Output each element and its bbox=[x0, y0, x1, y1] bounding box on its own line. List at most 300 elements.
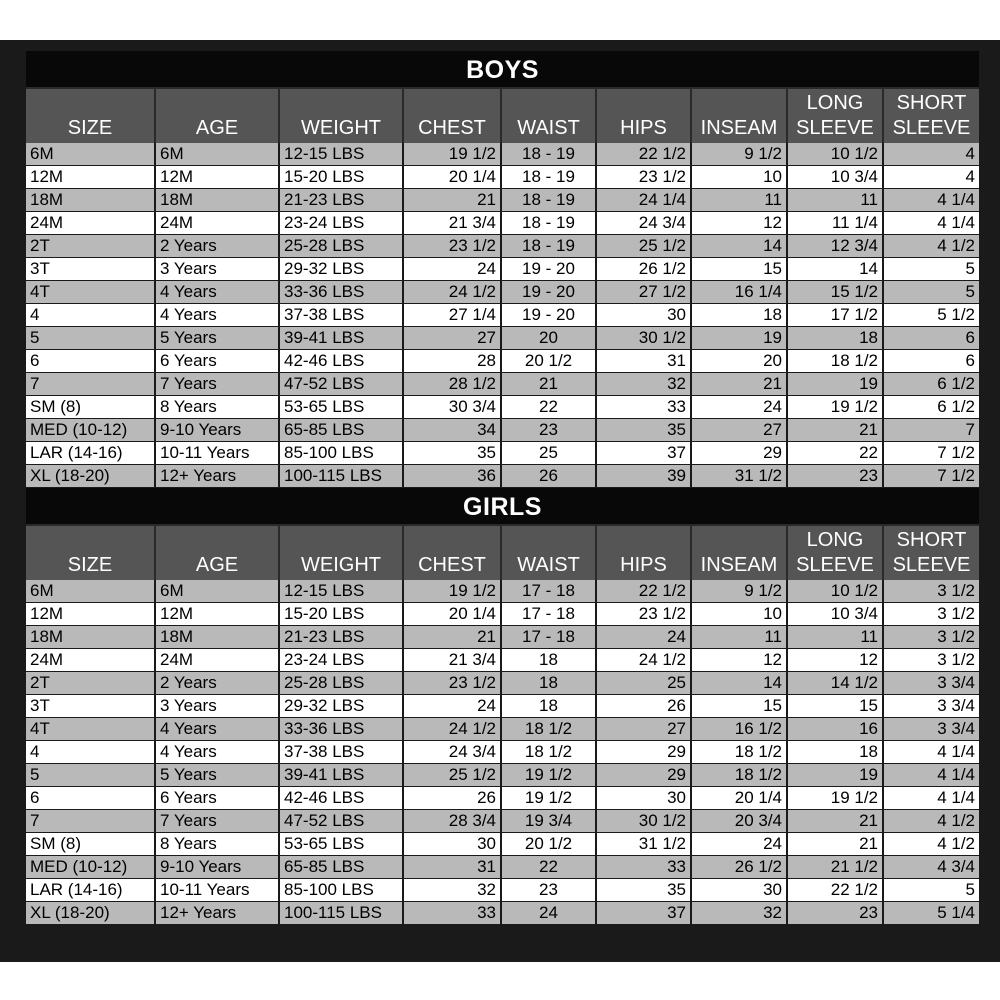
cell-inseam: 12 bbox=[691, 649, 787, 672]
cell-long-sleeve: 23 bbox=[787, 902, 883, 925]
cell-age: 6 Years bbox=[155, 350, 279, 373]
cell-weight: 25-28 LBS bbox=[279, 672, 403, 695]
cell-size: 5 bbox=[26, 764, 155, 787]
cell-long-sleeve: 21 bbox=[787, 810, 883, 833]
column-header-top-line bbox=[502, 91, 595, 116]
cell-inseam: 32 bbox=[691, 902, 787, 925]
cell-inseam: 30 bbox=[691, 879, 787, 902]
column-header-bottom-line: WEIGHT bbox=[301, 117, 381, 139]
cell-waist: 18 bbox=[501, 695, 596, 718]
cell-hips: 25 1/2 bbox=[596, 235, 691, 258]
cell-weight: 100-115 LBS bbox=[279, 465, 403, 488]
cell-size: 18M bbox=[26, 626, 155, 649]
cell-weight: 39-41 LBS bbox=[279, 764, 403, 787]
cell-chest: 32 bbox=[403, 879, 501, 902]
cell-size: XL (18-20) bbox=[26, 465, 155, 488]
table-row bbox=[26, 695, 979, 718]
cell-inseam: 15 bbox=[691, 258, 787, 281]
cell-chest: 31 bbox=[403, 856, 501, 879]
cell-inseam: 11 bbox=[691, 189, 787, 212]
column-header-top-line bbox=[597, 528, 690, 553]
cell-size: LAR (14-16) bbox=[26, 442, 155, 465]
cell-hips: 24 3/4 bbox=[596, 212, 691, 235]
cell-hips: 26 bbox=[596, 695, 691, 718]
column-header-bottom-line: SLEEVE bbox=[796, 554, 874, 576]
cell-weight: 33-36 LBS bbox=[279, 281, 403, 304]
cell-age: 5 Years bbox=[155, 327, 279, 350]
cell-hips: 30 1/2 bbox=[596, 810, 691, 833]
cell-weight: 85-100 LBS bbox=[279, 879, 403, 902]
cell-size: 6 bbox=[26, 787, 155, 810]
column-header-bottom-line: HIPS bbox=[620, 554, 667, 576]
cell-size: 2T bbox=[26, 672, 155, 695]
cell-inseam: 10 bbox=[691, 603, 787, 626]
table-row bbox=[26, 718, 979, 741]
cell-age: 10-11 Years bbox=[155, 879, 279, 902]
table-row bbox=[26, 626, 979, 649]
cell-age: 24M bbox=[155, 212, 279, 235]
cell-age: 7 Years bbox=[155, 373, 279, 396]
cell-waist: 24 bbox=[501, 902, 596, 925]
column-header-hips bbox=[596, 88, 691, 143]
cell-waist: 18 - 19 bbox=[501, 235, 596, 258]
cell-waist: 25 bbox=[501, 442, 596, 465]
cell-size: 4 bbox=[26, 741, 155, 764]
cell-long-sleeve: 16 bbox=[787, 718, 883, 741]
column-header-inseam bbox=[691, 525, 787, 580]
cell-size: 6M bbox=[26, 580, 155, 603]
column-header-top-line bbox=[280, 91, 402, 116]
table-row bbox=[26, 350, 979, 373]
cell-waist: 18 bbox=[501, 672, 596, 695]
cell-inseam: 26 1/2 bbox=[691, 856, 787, 879]
cell-short-sleeve: 3 1/2 bbox=[883, 649, 979, 672]
cell-inseam: 24 bbox=[691, 396, 787, 419]
cell-size: MED (10-12) bbox=[26, 419, 155, 442]
cell-long-sleeve: 22 1/2 bbox=[787, 879, 883, 902]
cell-age: 3 Years bbox=[155, 695, 279, 718]
column-header-short-sleeve bbox=[883, 88, 979, 143]
column-header-top-line bbox=[502, 528, 595, 553]
column-header-top-line: LONG bbox=[806, 92, 864, 114]
cell-chest: 20 1/4 bbox=[403, 603, 501, 626]
cell-waist: 19 3/4 bbox=[501, 810, 596, 833]
cell-inseam: 19 bbox=[691, 327, 787, 350]
cell-inseam: 12 bbox=[691, 212, 787, 235]
cell-chest: 28 3/4 bbox=[403, 810, 501, 833]
cell-short-sleeve: 4 1/2 bbox=[883, 833, 979, 856]
cell-long-sleeve: 22 bbox=[787, 442, 883, 465]
column-header-weight bbox=[279, 88, 403, 143]
cell-age: 9-10 Years bbox=[155, 419, 279, 442]
cell-inseam: 11 bbox=[691, 626, 787, 649]
cell-waist: 20 1/2 bbox=[501, 833, 596, 856]
cell-age: 7 Years bbox=[155, 810, 279, 833]
cell-long-sleeve: 10 3/4 bbox=[787, 603, 883, 626]
table-row bbox=[26, 281, 979, 304]
cell-long-sleeve: 17 1/2 bbox=[787, 304, 883, 327]
table-row bbox=[26, 258, 979, 281]
cell-long-sleeve: 21 bbox=[787, 419, 883, 442]
cell-size: 7 bbox=[26, 373, 155, 396]
cell-age: 12+ Years bbox=[155, 465, 279, 488]
column-header-top-line bbox=[404, 528, 500, 553]
cell-short-sleeve: 4 bbox=[883, 143, 979, 166]
cell-weight: 25-28 LBS bbox=[279, 235, 403, 258]
cell-chest: 34 bbox=[403, 419, 501, 442]
table-row bbox=[26, 212, 979, 235]
cell-short-sleeve: 5 bbox=[883, 281, 979, 304]
cell-size: LAR (14-16) bbox=[26, 879, 155, 902]
boys-size-table bbox=[26, 87, 979, 488]
cell-inseam: 29 bbox=[691, 442, 787, 465]
cell-weight: 33-36 LBS bbox=[279, 718, 403, 741]
column-header-chest bbox=[403, 525, 501, 580]
table-row bbox=[26, 166, 979, 189]
cell-age: 6M bbox=[155, 143, 279, 166]
cell-inseam: 16 1/4 bbox=[691, 281, 787, 304]
cell-weight: 21-23 LBS bbox=[279, 189, 403, 212]
column-header-bottom-line: WAIST bbox=[517, 554, 580, 576]
cell-inseam: 20 3/4 bbox=[691, 810, 787, 833]
column-header-weight bbox=[279, 525, 403, 580]
cell-age: 5 Years bbox=[155, 764, 279, 787]
column-header-bottom-line: AGE bbox=[195, 117, 239, 139]
cell-size: XL (18-20) bbox=[26, 902, 155, 925]
cell-long-sleeve: 19 bbox=[787, 764, 883, 787]
column-header-top-line: SHORT bbox=[896, 92, 967, 114]
cell-short-sleeve: 6 1/2 bbox=[883, 396, 979, 419]
cell-weight: 37-38 LBS bbox=[279, 304, 403, 327]
cell-chest: 24 3/4 bbox=[403, 741, 501, 764]
cell-size: 7 bbox=[26, 810, 155, 833]
cell-waist: 18 1/2 bbox=[501, 741, 596, 764]
cell-short-sleeve: 5 1/4 bbox=[883, 902, 979, 925]
cell-size: 4 bbox=[26, 304, 155, 327]
cell-long-sleeve: 11 bbox=[787, 189, 883, 212]
cell-weight: 15-20 LBS bbox=[279, 603, 403, 626]
table-row bbox=[26, 465, 979, 488]
cell-long-sleeve: 23 bbox=[787, 465, 883, 488]
cell-age: 8 Years bbox=[155, 833, 279, 856]
cell-long-sleeve: 18 1/2 bbox=[787, 350, 883, 373]
column-header-top-line bbox=[156, 91, 278, 116]
cell-short-sleeve: 7 1/2 bbox=[883, 442, 979, 465]
cell-short-sleeve: 6 bbox=[883, 350, 979, 373]
cell-long-sleeve: 19 1/2 bbox=[787, 787, 883, 810]
cell-short-sleeve: 5 bbox=[883, 879, 979, 902]
cell-weight: 47-52 LBS bbox=[279, 810, 403, 833]
table-row bbox=[26, 741, 979, 764]
cell-weight: 42-46 LBS bbox=[279, 350, 403, 373]
cell-hips: 24 1/2 bbox=[596, 649, 691, 672]
table-row bbox=[26, 327, 979, 350]
girls-size-table bbox=[26, 524, 979, 925]
table-row bbox=[26, 304, 979, 327]
cell-long-sleeve: 19 1/2 bbox=[787, 396, 883, 419]
cell-short-sleeve: 4 1/4 bbox=[883, 189, 979, 212]
cell-size: 3T bbox=[26, 695, 155, 718]
cell-hips: 22 1/2 bbox=[596, 143, 691, 166]
cell-age: 6M bbox=[155, 580, 279, 603]
cell-size: 12M bbox=[26, 603, 155, 626]
cell-short-sleeve: 3 1/2 bbox=[883, 626, 979, 649]
cell-chest: 27 bbox=[403, 327, 501, 350]
cell-age: 12M bbox=[155, 603, 279, 626]
cell-inseam: 15 bbox=[691, 695, 787, 718]
cell-chest: 19 1/2 bbox=[403, 580, 501, 603]
cell-long-sleeve: 14 1/2 bbox=[787, 672, 883, 695]
cell-waist: 19 - 20 bbox=[501, 281, 596, 304]
cell-hips: 30 bbox=[596, 787, 691, 810]
cell-hips: 35 bbox=[596, 879, 691, 902]
cell-hips: 26 1/2 bbox=[596, 258, 691, 281]
cell-chest: 33 bbox=[403, 902, 501, 925]
cell-size: 2T bbox=[26, 235, 155, 258]
column-header-bottom-line: SIZE bbox=[67, 554, 113, 576]
cell-age: 3 Years bbox=[155, 258, 279, 281]
cell-waist: 18 1/2 bbox=[501, 718, 596, 741]
cell-short-sleeve: 4 1/2 bbox=[883, 235, 979, 258]
column-header-age bbox=[155, 525, 279, 580]
cell-hips: 37 bbox=[596, 442, 691, 465]
cell-inseam: 9 1/2 bbox=[691, 143, 787, 166]
table-row bbox=[26, 143, 979, 166]
cell-waist: 19 1/2 bbox=[501, 787, 596, 810]
boys-section bbox=[26, 51, 979, 488]
column-header-bottom-line: WEIGHT bbox=[301, 554, 381, 576]
cell-waist: 19 - 20 bbox=[501, 304, 596, 327]
cell-inseam: 16 1/2 bbox=[691, 718, 787, 741]
cell-waist: 23 bbox=[501, 419, 596, 442]
cell-long-sleeve: 15 1/2 bbox=[787, 281, 883, 304]
cell-age: 9-10 Years bbox=[155, 856, 279, 879]
cell-short-sleeve: 3 3/4 bbox=[883, 672, 979, 695]
column-header-top-line: SHORT bbox=[896, 529, 967, 551]
table-row bbox=[26, 603, 979, 626]
cell-short-sleeve: 4 bbox=[883, 166, 979, 189]
cell-chest: 35 bbox=[403, 442, 501, 465]
cell-inseam: 18 bbox=[691, 304, 787, 327]
girls-section bbox=[26, 488, 979, 925]
cell-long-sleeve: 21 1/2 bbox=[787, 856, 883, 879]
cell-age: 12+ Years bbox=[155, 902, 279, 925]
cell-size: 4T bbox=[26, 718, 155, 741]
cell-waist: 20 bbox=[501, 327, 596, 350]
cell-size: 4T bbox=[26, 281, 155, 304]
cell-waist: 26 bbox=[501, 465, 596, 488]
cell-short-sleeve: 4 1/4 bbox=[883, 212, 979, 235]
cell-short-sleeve: 6 bbox=[883, 327, 979, 350]
column-header-hips bbox=[596, 525, 691, 580]
cell-chest: 21 bbox=[403, 189, 501, 212]
table-row bbox=[26, 787, 979, 810]
cell-hips: 24 1/4 bbox=[596, 189, 691, 212]
cell-short-sleeve: 4 1/4 bbox=[883, 764, 979, 787]
table-row bbox=[26, 833, 979, 856]
girls-title: GIRLS bbox=[26, 488, 979, 524]
cell-chest: 36 bbox=[403, 465, 501, 488]
cell-short-sleeve: 4 1/4 bbox=[883, 787, 979, 810]
table-row bbox=[26, 373, 979, 396]
cell-inseam: 9 1/2 bbox=[691, 580, 787, 603]
cell-hips: 31 bbox=[596, 350, 691, 373]
cell-hips: 33 bbox=[596, 856, 691, 879]
column-header-top-line bbox=[404, 91, 500, 116]
cell-chest: 26 bbox=[403, 787, 501, 810]
cell-chest: 28 1/2 bbox=[403, 373, 501, 396]
cell-age: 2 Years bbox=[155, 672, 279, 695]
cell-size: 24M bbox=[26, 212, 155, 235]
table-row bbox=[26, 902, 979, 925]
cell-weight: 21-23 LBS bbox=[279, 626, 403, 649]
column-header-top-line bbox=[26, 528, 154, 553]
column-header-inseam bbox=[691, 88, 787, 143]
cell-short-sleeve: 6 1/2 bbox=[883, 373, 979, 396]
cell-chest: 24 bbox=[403, 695, 501, 718]
cell-short-sleeve: 3 3/4 bbox=[883, 695, 979, 718]
cell-short-sleeve: 5 1/2 bbox=[883, 304, 979, 327]
cell-hips: 32 bbox=[596, 373, 691, 396]
cell-chest: 25 1/2 bbox=[403, 764, 501, 787]
cell-hips: 24 bbox=[596, 626, 691, 649]
table-row bbox=[26, 442, 979, 465]
cell-chest: 30 3/4 bbox=[403, 396, 501, 419]
table-row bbox=[26, 649, 979, 672]
cell-inseam: 18 1/2 bbox=[691, 764, 787, 787]
cell-inseam: 14 bbox=[691, 672, 787, 695]
cell-size: SM (8) bbox=[26, 833, 155, 856]
cell-weight: 29-32 LBS bbox=[279, 695, 403, 718]
table-row bbox=[26, 764, 979, 787]
cell-long-sleeve: 19 bbox=[787, 373, 883, 396]
cell-weight: 100-115 LBS bbox=[279, 902, 403, 925]
cell-age: 4 Years bbox=[155, 741, 279, 764]
cell-hips: 27 1/2 bbox=[596, 281, 691, 304]
column-header-long-sleeve bbox=[787, 525, 883, 580]
cell-chest: 20 1/4 bbox=[403, 166, 501, 189]
boys-title: BOYS bbox=[26, 51, 979, 87]
cell-long-sleeve: 11 bbox=[787, 626, 883, 649]
column-header-bottom-line: AGE bbox=[195, 554, 239, 576]
cell-long-sleeve: 12 3/4 bbox=[787, 235, 883, 258]
table-row bbox=[26, 672, 979, 695]
cell-inseam: 21 bbox=[691, 373, 787, 396]
column-header-size bbox=[26, 88, 155, 143]
column-header-bottom-line: WAIST bbox=[517, 117, 580, 139]
cell-waist: 19 1/2 bbox=[501, 764, 596, 787]
cell-size: SM (8) bbox=[26, 396, 155, 419]
cell-waist: 18 bbox=[501, 649, 596, 672]
cell-inseam: 27 bbox=[691, 419, 787, 442]
cell-inseam: 20 1/4 bbox=[691, 787, 787, 810]
column-header-top-line bbox=[26, 91, 154, 116]
column-header-bottom-line: CHEST bbox=[418, 117, 486, 139]
cell-hips: 22 1/2 bbox=[596, 580, 691, 603]
column-header-top-line bbox=[597, 91, 690, 116]
cell-waist: 17 - 18 bbox=[501, 603, 596, 626]
column-header-long-sleeve bbox=[787, 88, 883, 143]
cell-long-sleeve: 11 1/4 bbox=[787, 212, 883, 235]
cell-inseam: 20 bbox=[691, 350, 787, 373]
column-header-top-line bbox=[692, 528, 786, 553]
cell-waist: 18 - 19 bbox=[501, 212, 596, 235]
cell-age: 18M bbox=[155, 189, 279, 212]
cell-hips: 29 bbox=[596, 764, 691, 787]
cell-long-sleeve: 21 bbox=[787, 833, 883, 856]
cell-size: 6 bbox=[26, 350, 155, 373]
cell-hips: 29 bbox=[596, 741, 691, 764]
cell-waist: 18 - 19 bbox=[501, 189, 596, 212]
cell-age: 4 Years bbox=[155, 304, 279, 327]
column-header-bottom-line: SIZE bbox=[67, 117, 113, 139]
cell-waist: 23 bbox=[501, 879, 596, 902]
cell-waist: 21 bbox=[501, 373, 596, 396]
cell-age: 4 Years bbox=[155, 281, 279, 304]
column-header-bottom-line: INSEAM bbox=[700, 554, 778, 576]
table-row bbox=[26, 235, 979, 258]
column-header-bottom-line: SLEEVE bbox=[892, 117, 971, 139]
cell-size: 3T bbox=[26, 258, 155, 281]
cell-age: 2 Years bbox=[155, 235, 279, 258]
table-row bbox=[26, 396, 979, 419]
header-row bbox=[26, 525, 979, 580]
column-header-bottom-line: HIPS bbox=[620, 117, 667, 139]
cell-waist: 18 - 19 bbox=[501, 143, 596, 166]
cell-short-sleeve: 7 bbox=[883, 419, 979, 442]
cell-long-sleeve: 12 bbox=[787, 649, 883, 672]
cell-waist: 18 - 19 bbox=[501, 166, 596, 189]
column-header-age bbox=[155, 88, 279, 143]
cell-inseam: 10 bbox=[691, 166, 787, 189]
column-header-waist bbox=[501, 525, 596, 580]
cell-waist: 22 bbox=[501, 856, 596, 879]
cell-chest: 19 1/2 bbox=[403, 143, 501, 166]
cell-weight: 65-85 LBS bbox=[279, 419, 403, 442]
column-header-chest bbox=[403, 88, 501, 143]
cell-weight: 29-32 LBS bbox=[279, 258, 403, 281]
cell-hips: 30 1/2 bbox=[596, 327, 691, 350]
cell-hips: 30 bbox=[596, 304, 691, 327]
column-header-bottom-line: CHEST bbox=[418, 554, 486, 576]
cell-short-sleeve: 4 1/2 bbox=[883, 810, 979, 833]
column-header-waist bbox=[501, 88, 596, 143]
cell-hips: 23 1/2 bbox=[596, 603, 691, 626]
cell-long-sleeve: 14 bbox=[787, 258, 883, 281]
cell-chest: 24 bbox=[403, 258, 501, 281]
cell-age: 10-11 Years bbox=[155, 442, 279, 465]
cell-age: 12M bbox=[155, 166, 279, 189]
table-row bbox=[26, 189, 979, 212]
cell-short-sleeve: 3 1/2 bbox=[883, 603, 979, 626]
cell-chest: 21 bbox=[403, 626, 501, 649]
cell-long-sleeve: 10 1/2 bbox=[787, 580, 883, 603]
cell-waist: 20 1/2 bbox=[501, 350, 596, 373]
column-header-bottom-line: INSEAM bbox=[700, 117, 778, 139]
column-header-short-sleeve bbox=[883, 525, 979, 580]
cell-weight: 53-65 LBS bbox=[279, 396, 403, 419]
cell-weight: 23-24 LBS bbox=[279, 212, 403, 235]
cell-chest: 21 3/4 bbox=[403, 212, 501, 235]
cell-weight: 23-24 LBS bbox=[279, 649, 403, 672]
cell-long-sleeve: 15 bbox=[787, 695, 883, 718]
cell-age: 8 Years bbox=[155, 396, 279, 419]
cell-size: 18M bbox=[26, 189, 155, 212]
cell-inseam: 14 bbox=[691, 235, 787, 258]
cell-hips: 27 bbox=[596, 718, 691, 741]
cell-weight: 85-100 LBS bbox=[279, 442, 403, 465]
cell-chest: 24 1/2 bbox=[403, 281, 501, 304]
